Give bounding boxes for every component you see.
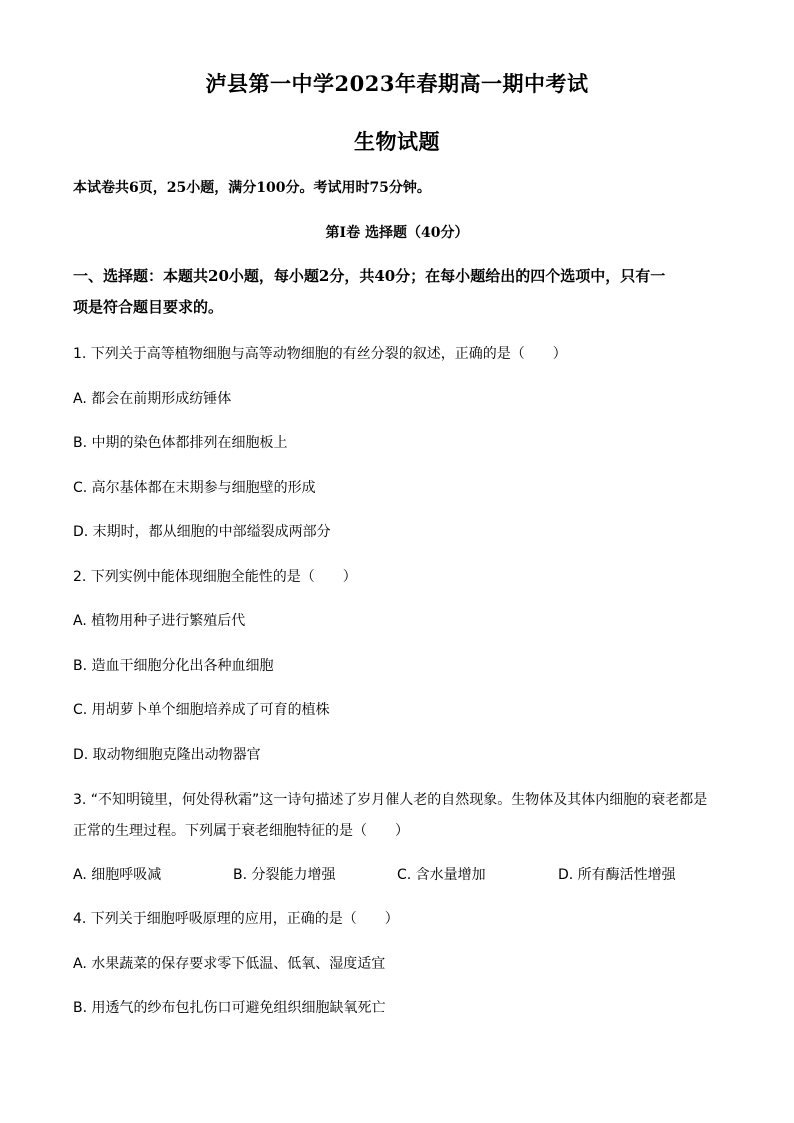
question-4-stem: 4. 下列关于细胞呼吸原理的应用，正确的是（ ） bbox=[73, 911, 399, 927]
question-3-stem-line-2: 正常的生理过程。下列属于衰老细胞特征的是（ ） bbox=[73, 823, 409, 839]
question-3-option-c: C. 含水量增加 bbox=[397, 867, 486, 883]
question-2-stem: 2. 下列实例中能体现细胞全能性的是（ ） bbox=[73, 569, 357, 585]
question-3-option-a: A. 细胞呼吸减 bbox=[73, 867, 162, 883]
instructions-line-1: 一、选择题：本题共20小题，每小题2分，共40分；在每小题给出的四个选项中，只有一 bbox=[73, 267, 666, 285]
question-1-option-b: B. 中期的染色体都排列在细胞板上 bbox=[73, 435, 288, 451]
question-3-option-b: B. 分裂能力增强 bbox=[233, 867, 336, 883]
exam-title: 泸县第一中学2023年春期高一期中考试 bbox=[205, 71, 589, 96]
question-2-option-a: A. 植物用种子进行繁殖后代 bbox=[73, 613, 246, 629]
exam-subtitle: 生物试题 bbox=[354, 129, 440, 154]
question-1-option-a: A. 都会在前期形成纺锤体 bbox=[73, 391, 232, 407]
question-1-stem: 1. 下列关于高等植物细胞与高等动物细胞的有丝分裂的叙述，正确的是（ ） bbox=[73, 346, 567, 362]
question-1-option-d: D. 末期时，都从细胞的中部缢裂成两部分 bbox=[73, 524, 331, 540]
question-3-option-d: D. 所有酶活性增强 bbox=[558, 867, 676, 883]
question-4-option-a: A. 水果蔬菜的保存要求零下低温、低氧、湿度适宜 bbox=[73, 956, 386, 972]
question-4-option-b: B. 用透气的纱布包扎伤口可避免组织细胞缺氧死亡 bbox=[73, 1000, 386, 1016]
question-3-stem-line-1: 3. “不知明镜里，何处得秋霜”这一诗句描述了岁月催人老的自然现象。生物体及其体内细胞的衰老都是 bbox=[73, 792, 708, 808]
exam-intro: 本试卷共6页，25小题，满分100分。考试用时75分钟。 bbox=[73, 180, 431, 196]
question-2-option-d: D. 取动物细胞克隆出动物器官 bbox=[73, 747, 261, 763]
question-2-option-b: B. 造血干细胞分化出各种血细胞 bbox=[73, 658, 274, 674]
question-1-option-c: C. 高尔基体都在末期参与细胞壁的形成 bbox=[73, 480, 316, 496]
question-2-option-c: C. 用胡萝卜单个细胞培养成了可育的植株 bbox=[73, 702, 330, 718]
instructions-line-2: 项是符合题目要求的。 bbox=[73, 298, 224, 316]
section-heading: 第Ⅰ卷 选择题（40分） bbox=[325, 225, 469, 241]
